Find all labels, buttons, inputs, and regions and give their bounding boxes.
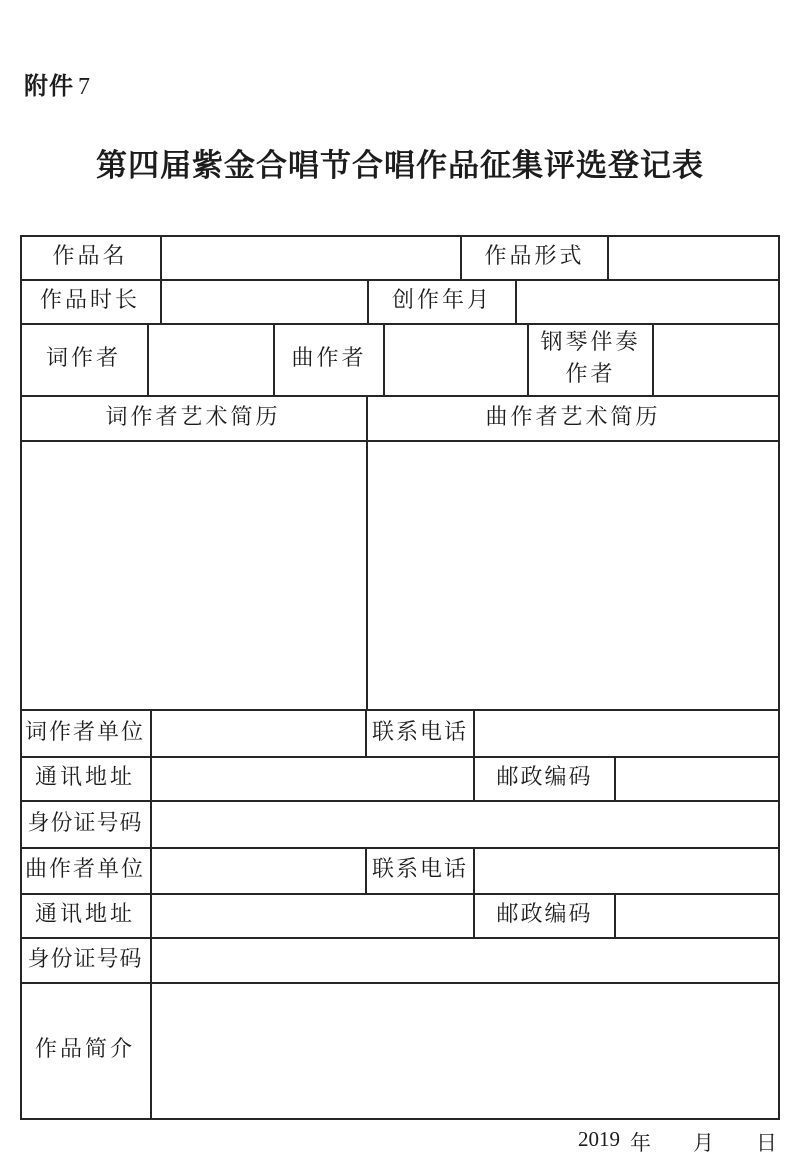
- creation-date-label: 创作年月: [391, 288, 492, 313]
- lyricist-bio-field[interactable]: [22, 442, 366, 709]
- lyricist-postcode-field[interactable]: [616, 758, 778, 800]
- date-month-unit: 月: [693, 1131, 714, 1155]
- work-intro-field[interactable]: [152, 984, 778, 1118]
- piano-accompanist-label: [529, 323, 652, 395]
- lyricist-id-field[interactable]: [152, 802, 778, 847]
- composer-id-label: 身份证号码: [27, 946, 143, 972]
- lyricist-unit-label: 词作者单位: [24, 719, 145, 745]
- lyricist-unit-field[interactable]: [152, 711, 365, 756]
- composer-bio-field[interactable]: [368, 442, 778, 709]
- lyricist-bio-label: 词作者艺术简历: [105, 404, 281, 430]
- date-day-unit: 日: [756, 1131, 777, 1155]
- attachment-number: 7: [78, 74, 91, 100]
- piano-label-line2: 作者: [565, 362, 616, 387]
- rule: [20, 1118, 780, 1120]
- work-intro-label: 作品简介: [34, 1037, 135, 1062]
- piano-accompanist-field[interactable]: [654, 325, 778, 395]
- composer-postcode-label: 邮政编码: [496, 902, 593, 927]
- composer-phone-field[interactable]: [475, 849, 778, 893]
- composer-unit-label: 曲作者单位: [24, 857, 145, 882]
- composer-id-field[interactable]: [152, 939, 778, 982]
- piano-label-line1: 钢琴伴奏: [540, 330, 641, 355]
- work-form-field[interactable]: [609, 237, 778, 279]
- composer-address-field[interactable]: [152, 895, 473, 937]
- lyricist-postcode-label: 邮政编码: [496, 765, 593, 790]
- work-form-label: 作品形式: [484, 244, 585, 269]
- lyricist-address-label: 通讯地址: [34, 765, 135, 790]
- date-year-unit: 年: [630, 1131, 651, 1155]
- lyricist-phone-field[interactable]: [475, 711, 778, 756]
- composer-postcode-field[interactable]: [616, 895, 778, 937]
- composer-bio-label: 曲作者艺术简历: [485, 404, 661, 430]
- lyricist-field[interactable]: [149, 325, 273, 395]
- lyricist-id-label: 身份证号码: [27, 810, 143, 836]
- lyricist-phone-label: 联系电话: [371, 719, 468, 745]
- work-name-label: 作品名: [52, 244, 128, 269]
- date-year: 2019: [578, 1127, 620, 1151]
- composer-label: 曲作者: [291, 346, 367, 371]
- composer-phone-label: 联系电话: [371, 857, 468, 882]
- rule: [778, 235, 780, 1120]
- attachment-label: [24, 66, 91, 101]
- registration-form: [20, 235, 780, 1120]
- attachment-text: 附件: [24, 72, 74, 100]
- form-title: 第四届紫金合唱节合唱作品征集评选登记表: [96, 148, 704, 184]
- composer-field[interactable]: [385, 325, 527, 395]
- composer-address-label: 通讯地址: [34, 902, 135, 927]
- work-duration-label: 作品时长: [39, 288, 140, 313]
- composer-unit-field[interactable]: [152, 849, 365, 893]
- work-name-field[interactable]: [162, 237, 460, 279]
- lyricist-label: 词作者: [45, 346, 121, 371]
- lyricist-address-field[interactable]: [152, 758, 473, 800]
- creation-date-field[interactable]: [517, 281, 778, 323]
- work-duration-field[interactable]: [162, 281, 367, 323]
